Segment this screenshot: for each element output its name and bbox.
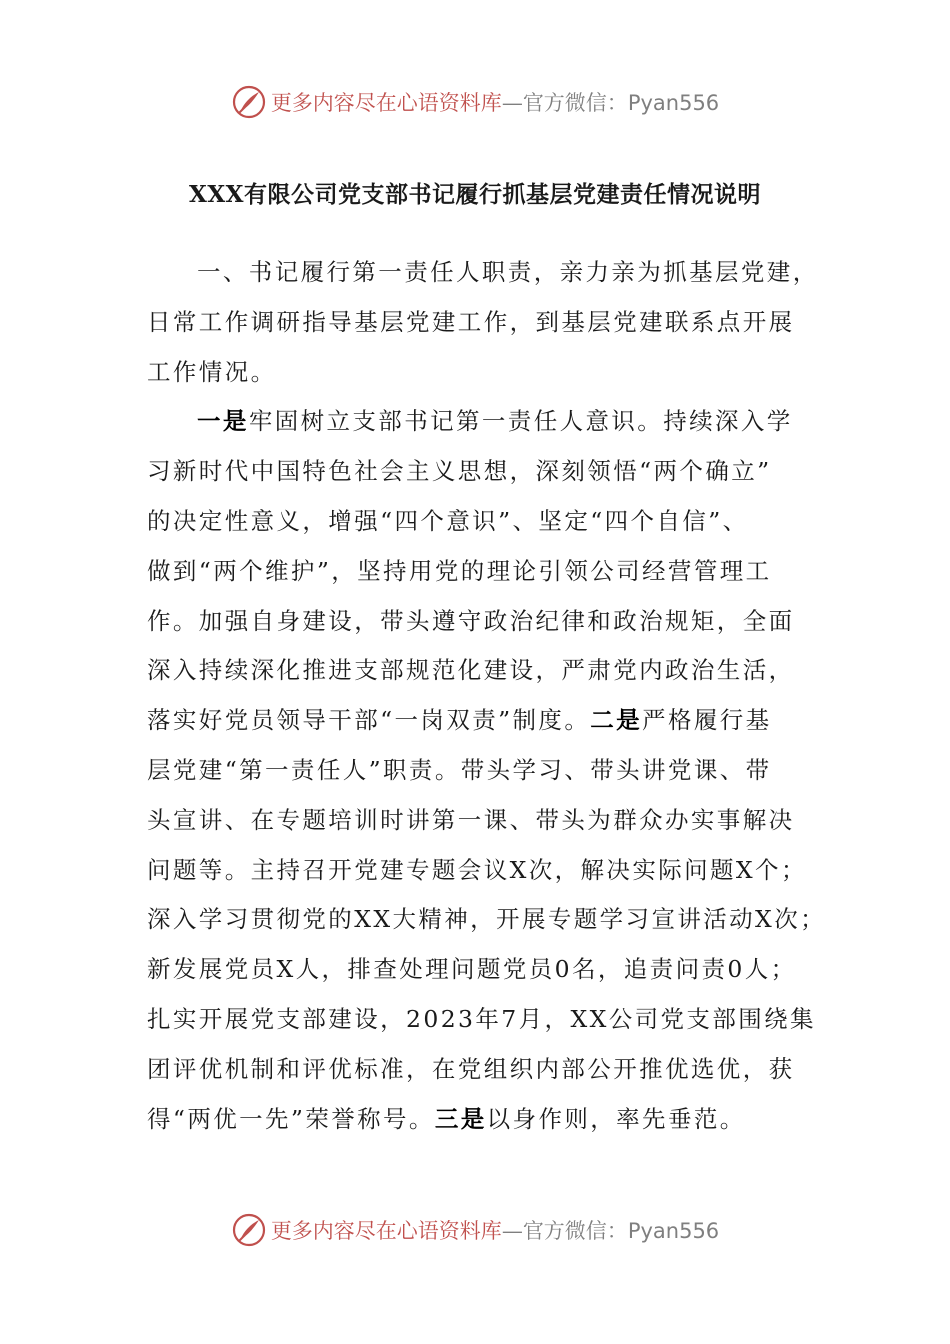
text-segment: 头宣讲、在专题培训时讲第一课、带头为群众办实事解决 [147,805,795,834]
header-watermark [0,80,950,124]
watermark-separator: — [501,91,523,115]
text-line [147,497,807,547]
text-line [147,696,807,746]
watermark-wechat-id: Pyan556 [627,1219,720,1243]
text-line [147,746,807,796]
text-segment: 习新时代中国特色社会主义思想，深刻领悟“两个确立” [147,457,772,486]
text-line [147,248,819,298]
text-line [147,547,807,597]
text-line [147,895,826,945]
text-segment: 严格履行基 [642,706,772,735]
watermark-contact: 官方微信： [522,1219,628,1243]
text-segment: 深入学习贯彻党的XX大精神，开展专题学习宣讲活动X次； [147,905,826,934]
watermark-separator: — [501,1219,523,1243]
text-line [147,846,807,896]
quill-logo-icon [231,84,267,120]
text-segment: 层党建“第一责任人”职责。带头学习、带头讲党课、带 [147,755,772,784]
document-body [147,248,826,1144]
quill-logo-icon [231,1212,267,1248]
text-segment: 日常工作调研指导基层党建工作，到基层党建联系点开展 [147,307,795,336]
text-line [147,597,807,647]
text-line [147,995,816,1045]
watermark-wechat-id: Pyan556 [627,91,720,115]
text-segment: 以身作则，率先垂范。 [486,1104,746,1133]
text-line [147,298,807,348]
text-segment: 工作情况。 [147,357,277,386]
text-segment: 牢固树立支部书记第一责任人意识。持续深入学 [248,407,793,436]
text-line [147,447,807,497]
text-line [147,796,807,846]
text-segment: 一、书记履行第一责任人职责，亲力亲为抓基层党建， [197,258,819,286]
text-line [147,397,807,447]
text-line [147,348,807,398]
text-segment: 团评优机制和评优标准，在党组织内部公开推优选优，获 [147,1054,795,1083]
footer-watermark [0,1208,950,1252]
text-segment: 新发展党员X人，排查处理问题党员0名，追责问责0人； [147,955,797,984]
watermark-text: 更多内容尽在心语资料库 [270,1219,502,1243]
watermark-text: 更多内容尽在心语资料库 [270,91,502,115]
text-segment: 落实好党员领导干部“一岗双责”制度。 [147,706,591,735]
watermark-contact: 官方微信： [522,91,628,115]
text-segment: 深入持续深化推进支部规范化建设，严肃党内政治生活， [147,656,795,685]
text-segment: 扎实开展党支部建设，2023年7月，XX公司党支部围绕集 [147,1004,816,1033]
text-segment: 得“两优一先”荣誉称号。 [147,1104,435,1133]
text-line [147,1095,807,1145]
text-line [147,945,807,995]
bold-lead-phrase: 一是 [197,407,249,436]
text-segment: 的决定性意义，增强“四个意识”、坚定“四个自信”、 [147,506,749,535]
text-segment: 问题等。主持召开党建专题会议X次，解决实际问题X个； [147,855,807,884]
text-line [147,1045,807,1095]
document-title: XXX有限公司党支部书记履行抓基层党建责任情况说明 [188,181,762,208]
text-segment: 做到“两个维护”，坚持用党的理论引领公司经营管理工 [147,556,772,585]
bold-lead-phrase: 二是 [590,706,643,735]
bold-lead-phrase: 三是 [434,1104,487,1133]
text-line [147,646,807,696]
text-segment: 作。加强自身建设，带头遵守政治纪律和政治规矩，全面 [147,606,795,635]
